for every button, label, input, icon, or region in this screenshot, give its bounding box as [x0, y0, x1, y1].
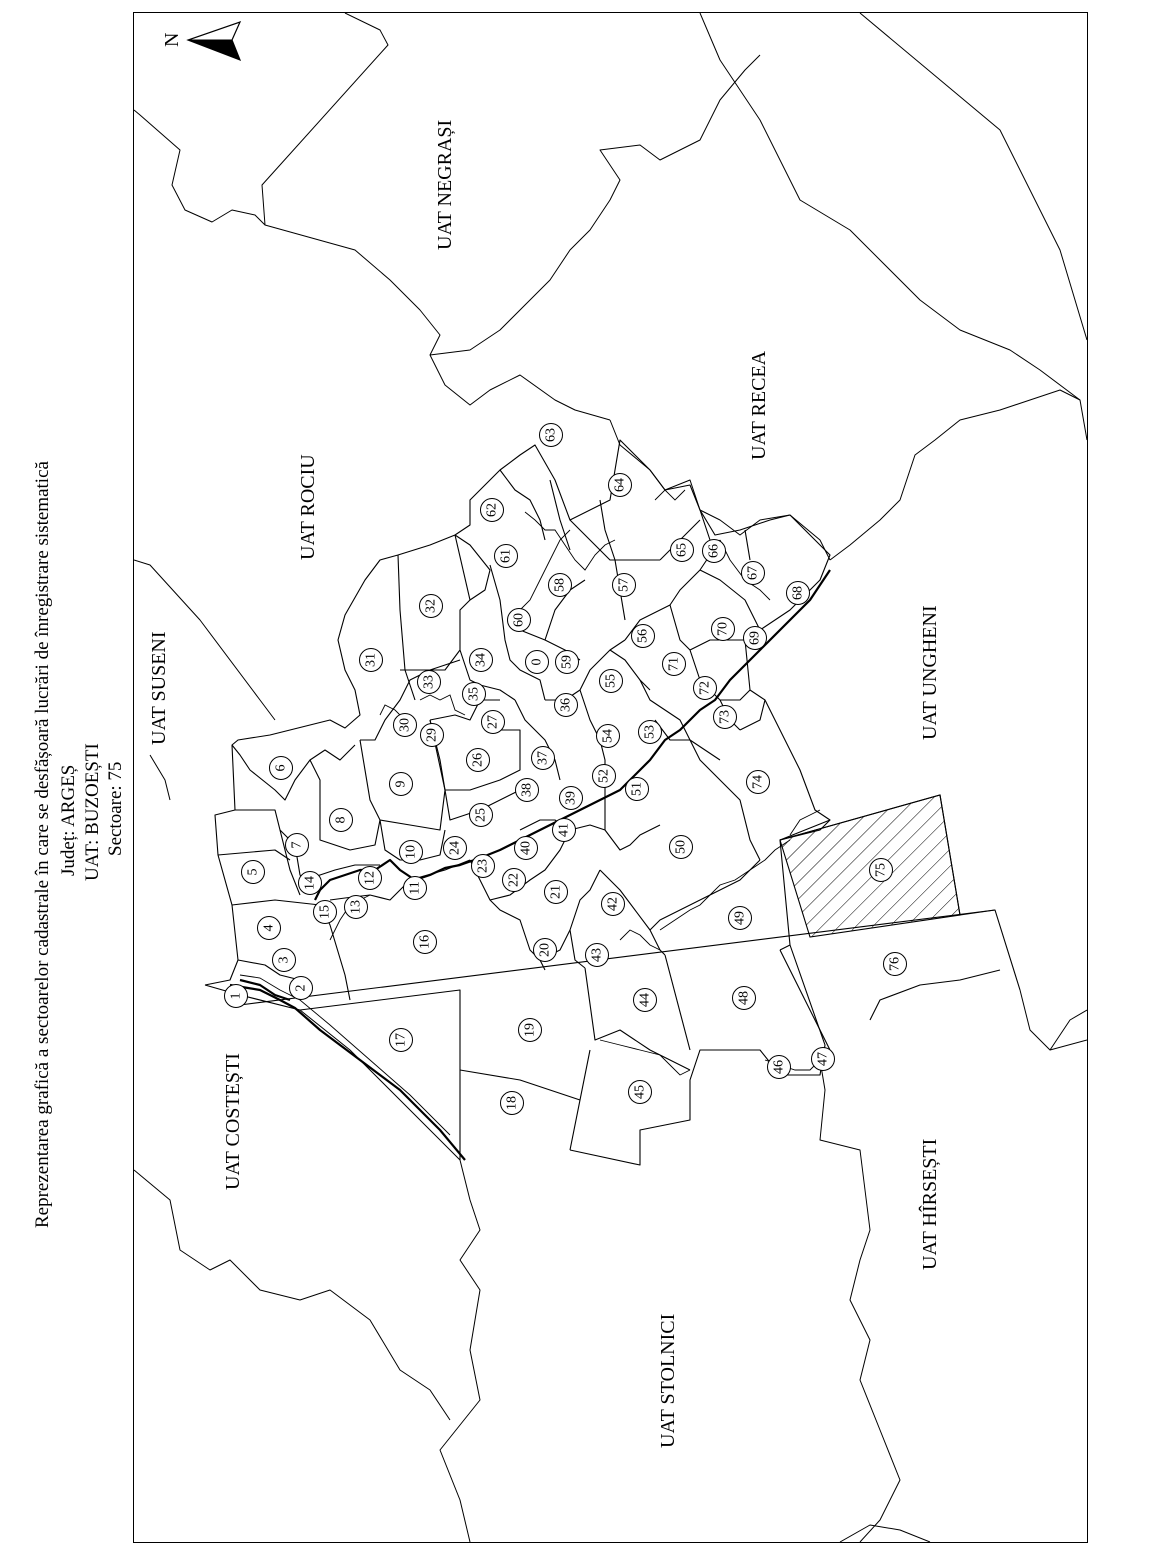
neighbor-label-suseni: UAT SUSENI — [148, 631, 170, 745]
sector-number: 30 — [397, 718, 413, 732]
sector-number: 17 — [393, 1033, 409, 1047]
sector-number: 21 — [548, 885, 564, 899]
sector-label-35 — [463, 683, 486, 706]
sector-number: 18 — [504, 1096, 520, 1110]
sector-number: 33 — [421, 675, 437, 689]
sector-number: 36 — [558, 698, 574, 712]
sector-label-47 — [812, 1048, 835, 1071]
sector-number: 73 — [717, 710, 733, 724]
sector-number: 39 — [563, 791, 579, 805]
sector-label-10 — [400, 841, 423, 864]
sector-label-23 — [472, 855, 495, 878]
sector-number: 27 — [485, 715, 501, 729]
sector-label-20 — [534, 939, 557, 962]
sector-label-53 — [639, 721, 662, 744]
sector-number: 13 — [348, 900, 364, 914]
sector-number: 43 — [589, 948, 605, 962]
uat-label: UAT: BUZOEȘTI — [82, 743, 103, 881]
sector-label-5 — [242, 861, 265, 884]
sector-label-59 — [556, 651, 579, 674]
sector-number: 16 — [417, 935, 433, 949]
sector-number: 42 — [605, 897, 621, 911]
county-label: Județ: ARGEȘ — [58, 764, 79, 876]
sector-number: 50 — [673, 840, 689, 854]
sector-label-18 — [501, 1092, 524, 1115]
neighbor-label-rociu: UAT ROCIU — [297, 454, 319, 560]
sector-label-46 — [768, 1056, 791, 1079]
sector-number: 62 — [484, 503, 500, 517]
sector-label-48 — [733, 987, 756, 1010]
sector-label-76 — [884, 953, 907, 976]
sector-number: 31 — [363, 653, 379, 667]
north-arrow-label: N — [161, 32, 183, 47]
sector-label-26 — [467, 749, 490, 772]
sector-number: 66 — [706, 544, 722, 558]
sector-label-22 — [503, 869, 526, 892]
sector-number: 76 — [887, 957, 903, 971]
sector-number: 47 — [815, 1052, 831, 1066]
sector-number: 64 — [612, 478, 628, 492]
sector-label-4 — [258, 917, 281, 940]
sector-label-66 — [703, 540, 726, 563]
sector-number: 48 — [736, 991, 752, 1005]
sector-number: 51 — [629, 782, 645, 796]
sector-boundaries — [205, 440, 1020, 1165]
sector-number: 67 — [745, 566, 761, 580]
sector-label-34 — [470, 649, 493, 672]
sector-label-41 — [553, 819, 576, 842]
sector-number: 3 — [276, 956, 292, 964]
sector-number: 72 — [697, 681, 713, 695]
sector-label-45 — [629, 1081, 652, 1104]
sector-label-39 — [560, 787, 583, 810]
sector-label-17 — [390, 1029, 413, 1052]
sector-label-40 — [515, 837, 538, 860]
sector-label-11 — [404, 877, 427, 900]
sector-label-42 — [602, 893, 625, 916]
sector-number: 44 — [637, 993, 653, 1007]
sector-label-6 — [270, 757, 293, 780]
sector-number: 29 — [424, 728, 440, 742]
sector-number: 6 — [273, 764, 289, 772]
sector-number: 26 — [470, 753, 486, 767]
sector-label-75 — [870, 859, 893, 882]
map-title: Reprezentarea grafică a sectoarelor cadastrale în care se desfășoară lucrări de înregistrare sistematică — [32, 461, 53, 1228]
neighbor-label-negrasi: UAT NEGRAȘI — [434, 119, 456, 250]
sector-label-52 — [593, 765, 616, 788]
sector-number: 8 — [333, 816, 349, 824]
sector-label-57 — [613, 574, 636, 597]
sector-number: 1 — [228, 992, 244, 1000]
north-arrow — [161, 22, 240, 60]
sector-number: 37 — [535, 751, 551, 765]
sector-label-51 — [626, 778, 649, 801]
neighbor-label-costesti: UAT COSTEȘTI — [222, 1053, 244, 1190]
sector-number: 49 — [732, 911, 748, 925]
sector-label-74 — [747, 771, 770, 794]
sector-number: 24 — [447, 841, 463, 855]
sector-label-14 — [299, 872, 322, 895]
sector-number: 15 — [317, 905, 333, 919]
sector-label-13 — [345, 896, 368, 919]
sector-label-1 — [225, 985, 248, 1008]
sector-label-63 — [540, 424, 563, 447]
sector-number: 58 — [552, 578, 568, 592]
sector-number: 45 — [632, 1085, 648, 1099]
sector-number: 4 — [261, 924, 277, 932]
sector-number: 52 — [596, 769, 612, 783]
sector-label-25 — [470, 804, 493, 827]
sector-number: 65 — [674, 543, 690, 557]
sector-number: 56 — [635, 629, 651, 643]
sector-label-32 — [420, 595, 443, 618]
sector-number: 0 — [529, 658, 545, 666]
sector-label-71 — [663, 653, 686, 676]
sector-label-27 — [482, 711, 505, 734]
sector-number: 14 — [302, 876, 318, 890]
sector-label-67 — [742, 562, 765, 585]
sector-number: 19 — [522, 1023, 538, 1037]
sector-number: 35 — [466, 687, 482, 701]
sector-label-68 — [787, 582, 810, 605]
sector-label-21 — [545, 881, 568, 904]
sector-label-36 — [555, 694, 578, 717]
sector-label-50 — [670, 836, 693, 859]
sector-number: 38 — [519, 783, 535, 797]
sector-label-49 — [729, 907, 752, 930]
sector-number: 68 — [790, 586, 806, 600]
sector-label-0 — [526, 651, 549, 674]
neighbor-label-recea: UAT RECEA — [748, 350, 770, 460]
sector-number: 54 — [600, 729, 616, 743]
neighbor-label-hirsesti: UAT HÎRSEȘTI — [919, 1138, 941, 1270]
sector-number: 12 — [362, 871, 378, 885]
sector-label-30 — [394, 714, 417, 737]
sector-number: 40 — [518, 841, 534, 855]
sector-label-37 — [532, 747, 555, 770]
sector-label-38 — [516, 779, 539, 802]
sector-number: 71 — [666, 657, 682, 671]
sector-label-7 — [286, 834, 309, 857]
sector-number: 22 — [506, 873, 522, 887]
sector-label-12 — [359, 867, 382, 890]
sector-number: 23 — [475, 859, 491, 873]
sector-number: 59 — [559, 655, 575, 669]
sector-label-60 — [508, 609, 531, 632]
sector-label-56 — [632, 625, 655, 648]
sector-number: 55 — [603, 674, 619, 688]
sector-number: 75 — [873, 863, 889, 877]
sector-label-65 — [671, 539, 694, 562]
sector-number: 34 — [473, 653, 489, 667]
sector-number: 2 — [293, 984, 309, 992]
sector-label-29 — [421, 724, 444, 747]
sector-label-62 — [481, 499, 504, 522]
sector-label-43 — [586, 944, 609, 967]
sector-number: 7 — [289, 841, 305, 849]
sector-label-70 — [712, 618, 735, 641]
sector-label-55 — [600, 670, 623, 693]
sector-label-69 — [744, 627, 767, 650]
sector-count-label: Sectoare: 75 — [105, 761, 126, 856]
sector-label-2 — [290, 977, 313, 1000]
sector-number: 25 — [473, 808, 489, 822]
sector-number: 9 — [393, 780, 409, 788]
sector-number: 46 — [771, 1060, 787, 1074]
sector-label-72 — [694, 677, 717, 700]
sector-label-73 — [714, 706, 737, 729]
sector-number: 74 — [750, 775, 766, 789]
sector-label-58 — [549, 574, 572, 597]
sector-number: 11 — [407, 881, 423, 895]
sector-label-64 — [609, 474, 632, 497]
sector-number: 41 — [556, 823, 572, 837]
sector-label-16 — [414, 931, 437, 954]
sector-label-54 — [597, 725, 620, 748]
sector-number: 57 — [616, 578, 632, 592]
sector-label-8 — [330, 809, 353, 832]
sector-number: 60 — [511, 613, 527, 627]
sector-label-3 — [273, 949, 296, 972]
sector-label-9 — [390, 773, 413, 796]
sector-number: 53 — [642, 725, 658, 739]
sector-label-33 — [418, 671, 441, 694]
sector-label-31 — [360, 649, 383, 672]
sector-number: 63 — [543, 428, 559, 442]
sector-label-24 — [444, 837, 467, 860]
sector-label-15 — [314, 901, 337, 924]
sector-number: 20 — [537, 943, 553, 957]
neighbor-label-ungheni: UAT UNGHENI — [919, 605, 941, 740]
sector-number: 69 — [747, 631, 763, 645]
sector-label-61 — [495, 545, 518, 568]
sector-number: 61 — [498, 549, 514, 563]
sector-number: 10 — [403, 845, 419, 859]
sector-number: 5 — [245, 868, 261, 876]
sector-label-44 — [634, 989, 657, 1012]
sector-number: 70 — [715, 622, 731, 636]
sector-number: 32 — [423, 599, 439, 613]
neighbor-label-stolnici: UAT STOLNICI — [657, 1313, 679, 1448]
sector-label-19 — [519, 1019, 542, 1042]
